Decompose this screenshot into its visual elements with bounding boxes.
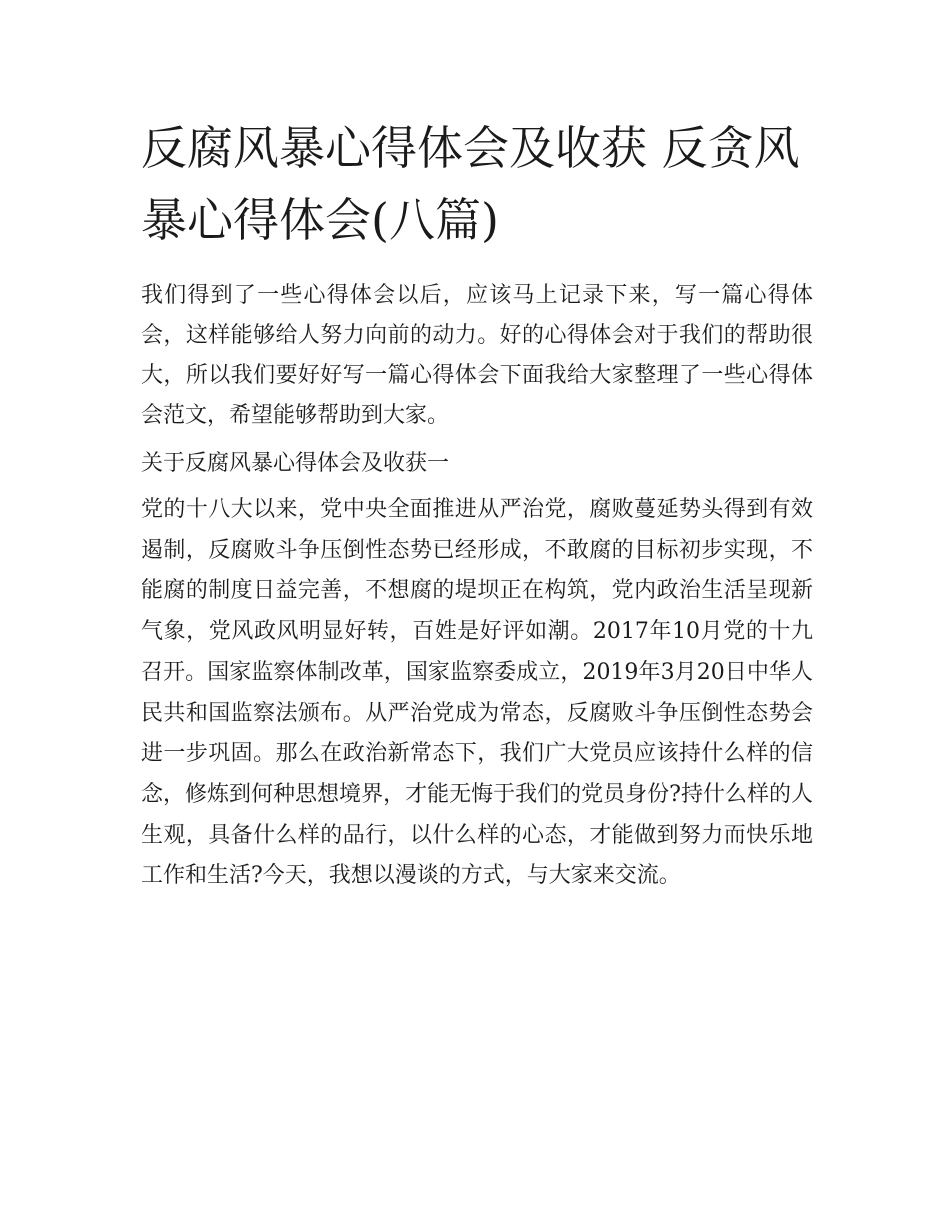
intro-paragraph: 我们得到了一些心得体会以后，应该马上记录下来，写一篇心得体会，这样能够给人努力向前的动力。好的心得体会对于我们的帮助很大，所以我们要好好写一篇心得体会下面我给大家整理了一些心得体会范文，希望能够帮助到大家。 <box>141 283 813 428</box>
body-paragraph: 党的十八大以来，党中央全面推进从严治党，腐败蔓延势头得到有效遏制，反腐败斗争压倒性态势已经形成，不敢腐的目标初步实现，不能腐的制度日益完善，不想腐的堤坝正在构筑，党内政治生活呈现新气象，党风政风明显好转，百姓是好评如潮。2017年10月党的十九召开。国家监察体制改革，国家监察委成立，2019年3月20日中华人民共和国监察法颁布。从严治党成为常态，反腐败斗争压倒性态势会进一步巩固。那么在政治新常态下，我们广大党员应该持什么样的信念，修炼到何种思想境界，才能无悔于我们的党员身份?持什么样的人生观，具备什么样的品行，以什么样的心态，才能做到努力而快乐地工作和生活?今天，我想以漫谈的方式，与大家来交流。 <box>141 497 813 889</box>
section-heading: 关于反腐风暴心得体会及收获一 <box>141 451 450 476</box>
document-page <box>141 112 813 897</box>
document-title: 反腐风暴心得体会及收获 反贪风暴心得体会(八篇) <box>141 121 800 247</box>
